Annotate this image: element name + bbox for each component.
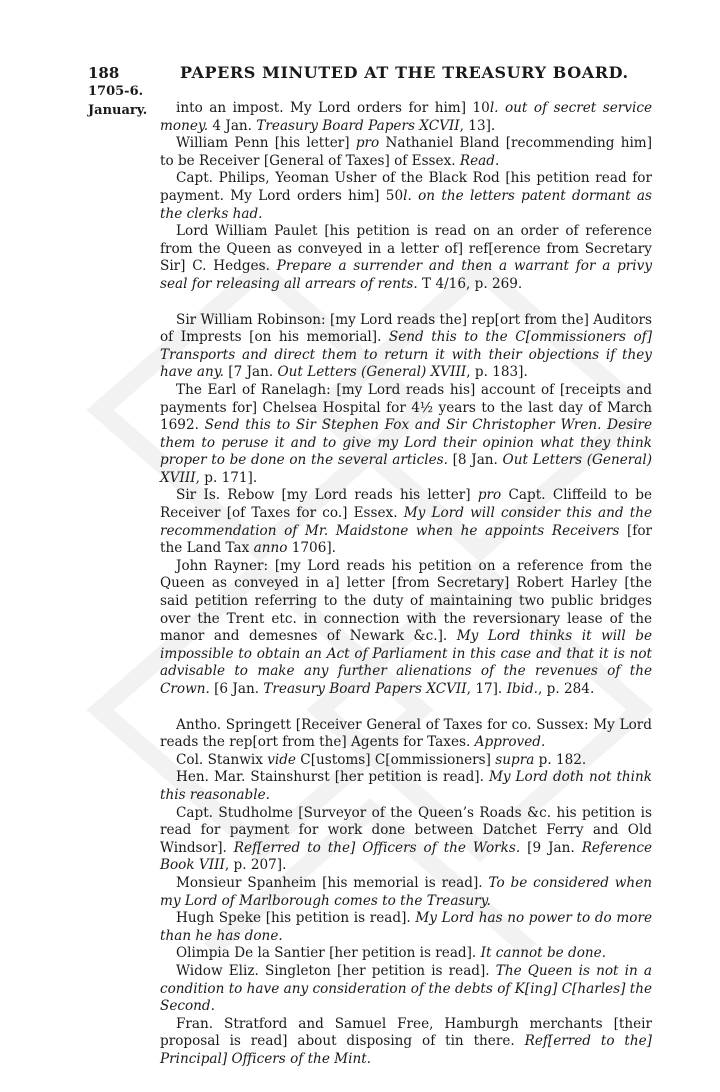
text-run: Sir Is. Rebow [my Lord reads his letter] (176, 487, 478, 504)
italic-text: supra (495, 751, 535, 768)
text-run: Capt. Cliffeild to be Receiver [of Taxes for co.] Essex. (160, 487, 652, 522)
italic-text: Treasury Board Papers XCVII (256, 117, 460, 134)
text-run: , p. 207]. (224, 857, 287, 874)
italic-text: Prepare a surrender and then a warrant for a privy seal for releasing all arrears of rents. (160, 258, 652, 292)
text-run: [6 Jan. (209, 681, 264, 697)
italic-text: Out Letters (General) XVIII (160, 452, 653, 486)
entry-paragraph (160, 312, 652, 382)
text-run: Hugh Speke [his petition is read]. (176, 910, 416, 927)
italic-text: My Lord thinks it will be impossible to obtain an Act of Parliament in this case and that it is not advisable to make any further alienations of the revenues of the Crown. (160, 628, 652, 697)
entry-paragraph (160, 1016, 652, 1069)
text-run: [9 Jan. (520, 839, 582, 856)
text-run: T 4/16, p. 269. (417, 275, 523, 292)
text-run: Fran. Stratford and Samuel Free, Hamburgh merchants [their proposal is read] about disposing of tin there. (160, 1015, 652, 1050)
entry-paragraph (160, 170, 652, 223)
text-run: , p. 183]. (466, 364, 528, 381)
entry-paragraph (160, 382, 652, 488)
entry-paragraph (160, 963, 652, 1016)
italic-text: The Queen is not in a condition to have any consideration of the debts of K[ing] C[harles] the Second. (160, 962, 652, 1015)
italic-text: To be considered when my Lord of Marlborough comes to the Treasury. (160, 874, 652, 909)
entry-paragraph (160, 910, 652, 945)
margin-month: January. (88, 103, 148, 118)
italic-text: It cannot be done. (480, 945, 607, 962)
italic-text: Send this to Sir Stephen Fox and Sir Christopher Wren. Desire them to peruse it and to give my Lord their opinion what they think proper to be done on the several articles. (160, 417, 652, 469)
text-run: 4 Jan. (208, 117, 257, 134)
italic-text: Approved. (474, 734, 546, 751)
entry-paragraph (160, 805, 652, 875)
text-run: into an impost. My Lord orders for him] 10 (176, 100, 490, 116)
text-run: Monsieur Spanheim [his memorial is read]. (176, 874, 489, 891)
text-run: [for the Land Tax (160, 522, 652, 557)
italic-text: My Lord doth not think this reasonable. (160, 769, 653, 803)
text-run: [7 Jan. (223, 364, 278, 381)
text-run: , p. 171]. (195, 469, 258, 486)
italic-text: Read. (459, 152, 500, 169)
italic-text: My Lord has no power to do more than he has done. (160, 910, 653, 944)
text-run: C[ustoms] C[ommissioners] (295, 751, 496, 768)
italic-text: l. on the letters patent dormant as the clerks had. (160, 187, 652, 222)
italic-text: vide (267, 751, 296, 768)
entry-paragraph (160, 752, 652, 770)
body-text (160, 100, 652, 1068)
text-run: Col. Stanwix (176, 751, 268, 768)
text-run: Lord William Paulet [his petition is read on an order of reference from the Queen as conveyed in a letter of] ref[erence from Secretary Sir] C. Hedges. (160, 223, 652, 275)
text-run: Nathaniel Bland [recommending him] to be Receiver [General of Taxes] of Essex. (160, 135, 652, 169)
text-run: p. 182. (534, 751, 587, 768)
italic-text: Send this to the C[ommissioners of] Transports and direct them to return it with their objections if they have any. (160, 329, 652, 381)
text-run: Sir William Robinson: [my Lord reads the] rep[ort from the] Auditors of Imprests [on his memorial]. (160, 311, 652, 346)
entry-paragraph (160, 769, 652, 804)
italic-text: Treasury Board Papers XCVII (263, 681, 467, 697)
text-run: John Rayner: [my Lord reads his petition on a reference from the Queen as conveyed in a] letter [from Secretary] Robert Harley [the said petition referring to the duty of maintaining two public bridges over the Trent etc. in connection with the reversionary lease of the manor and demesnes of Newark &c.]. (160, 557, 652, 645)
entry-paragraph (160, 223, 652, 293)
running-title: PAPERS MINUTED AT THE TREASURY BOARD. (180, 63, 629, 82)
text-run: William Penn [his letter] (176, 135, 356, 152)
entry-paragraph (160, 558, 652, 699)
text-run: , p. 284. (538, 681, 595, 697)
text-run: , 17]. (466, 681, 507, 697)
text-run: Antho. Springett [Receiver General of Taxes for co. Sussex: My Lord reads the rep[ort from the] Agents for Taxes. (160, 716, 652, 751)
entry-paragraph (160, 717, 652, 752)
margin-year: 1705-6. (88, 84, 144, 99)
text-run: 1706]. (287, 540, 336, 557)
page-number: 188 (88, 64, 120, 82)
text-run: Capt. Studholme [Surveyor of the Queen’s Roads &c. his petition is read for payment for work done between Datchet Ferry and Old Windsor]. (160, 804, 652, 856)
text-run: Hen. Mar. Stainshurst [her petition is read]. (176, 769, 489, 786)
entry-paragraph (160, 945, 652, 963)
italic-text: Ibid. (506, 681, 539, 697)
text-run: [8 Jan. (447, 452, 503, 469)
text-run: Widow Eliz. Singleton [her petition is read]. (176, 962, 496, 979)
italic-text: Reference Book VIII (160, 839, 652, 874)
italic-text: l. out of secret service money. (160, 100, 652, 134)
text-run: Capt. Philips, Yeoman Usher of the Black Rod [his petition read for payment. My Lord orders him] 50 (160, 170, 652, 204)
italic-text: anno (253, 540, 288, 557)
italic-text: Out Letters (General) XVIII (277, 364, 467, 381)
text-run: , 13]. (459, 117, 496, 134)
italic-text: pro (477, 487, 502, 504)
entry-paragraph (160, 487, 652, 557)
italic-text: My Lord will consider this and the recommendation of Mr. Maidstone when he appoints Receivers (160, 505, 652, 539)
entry-paragraph (160, 100, 652, 135)
italic-text: Ref[erred to the] Principal] Officers of the Mint. (160, 1033, 652, 1067)
italic-text: Ref[erred to the] Officers of the Works. (233, 839, 521, 856)
entry-paragraph (160, 135, 652, 170)
text-run: The Earl of Ranelagh: [my Lord reads his] account of [receipts and payments for] Chelsea Hospital for 4½ years to the last day of March 1692. (160, 381, 652, 434)
entry-paragraph (160, 875, 652, 910)
italic-text: pro (355, 135, 380, 152)
text-run: Olimpia De la Santier [her petition is read]. (176, 945, 481, 962)
